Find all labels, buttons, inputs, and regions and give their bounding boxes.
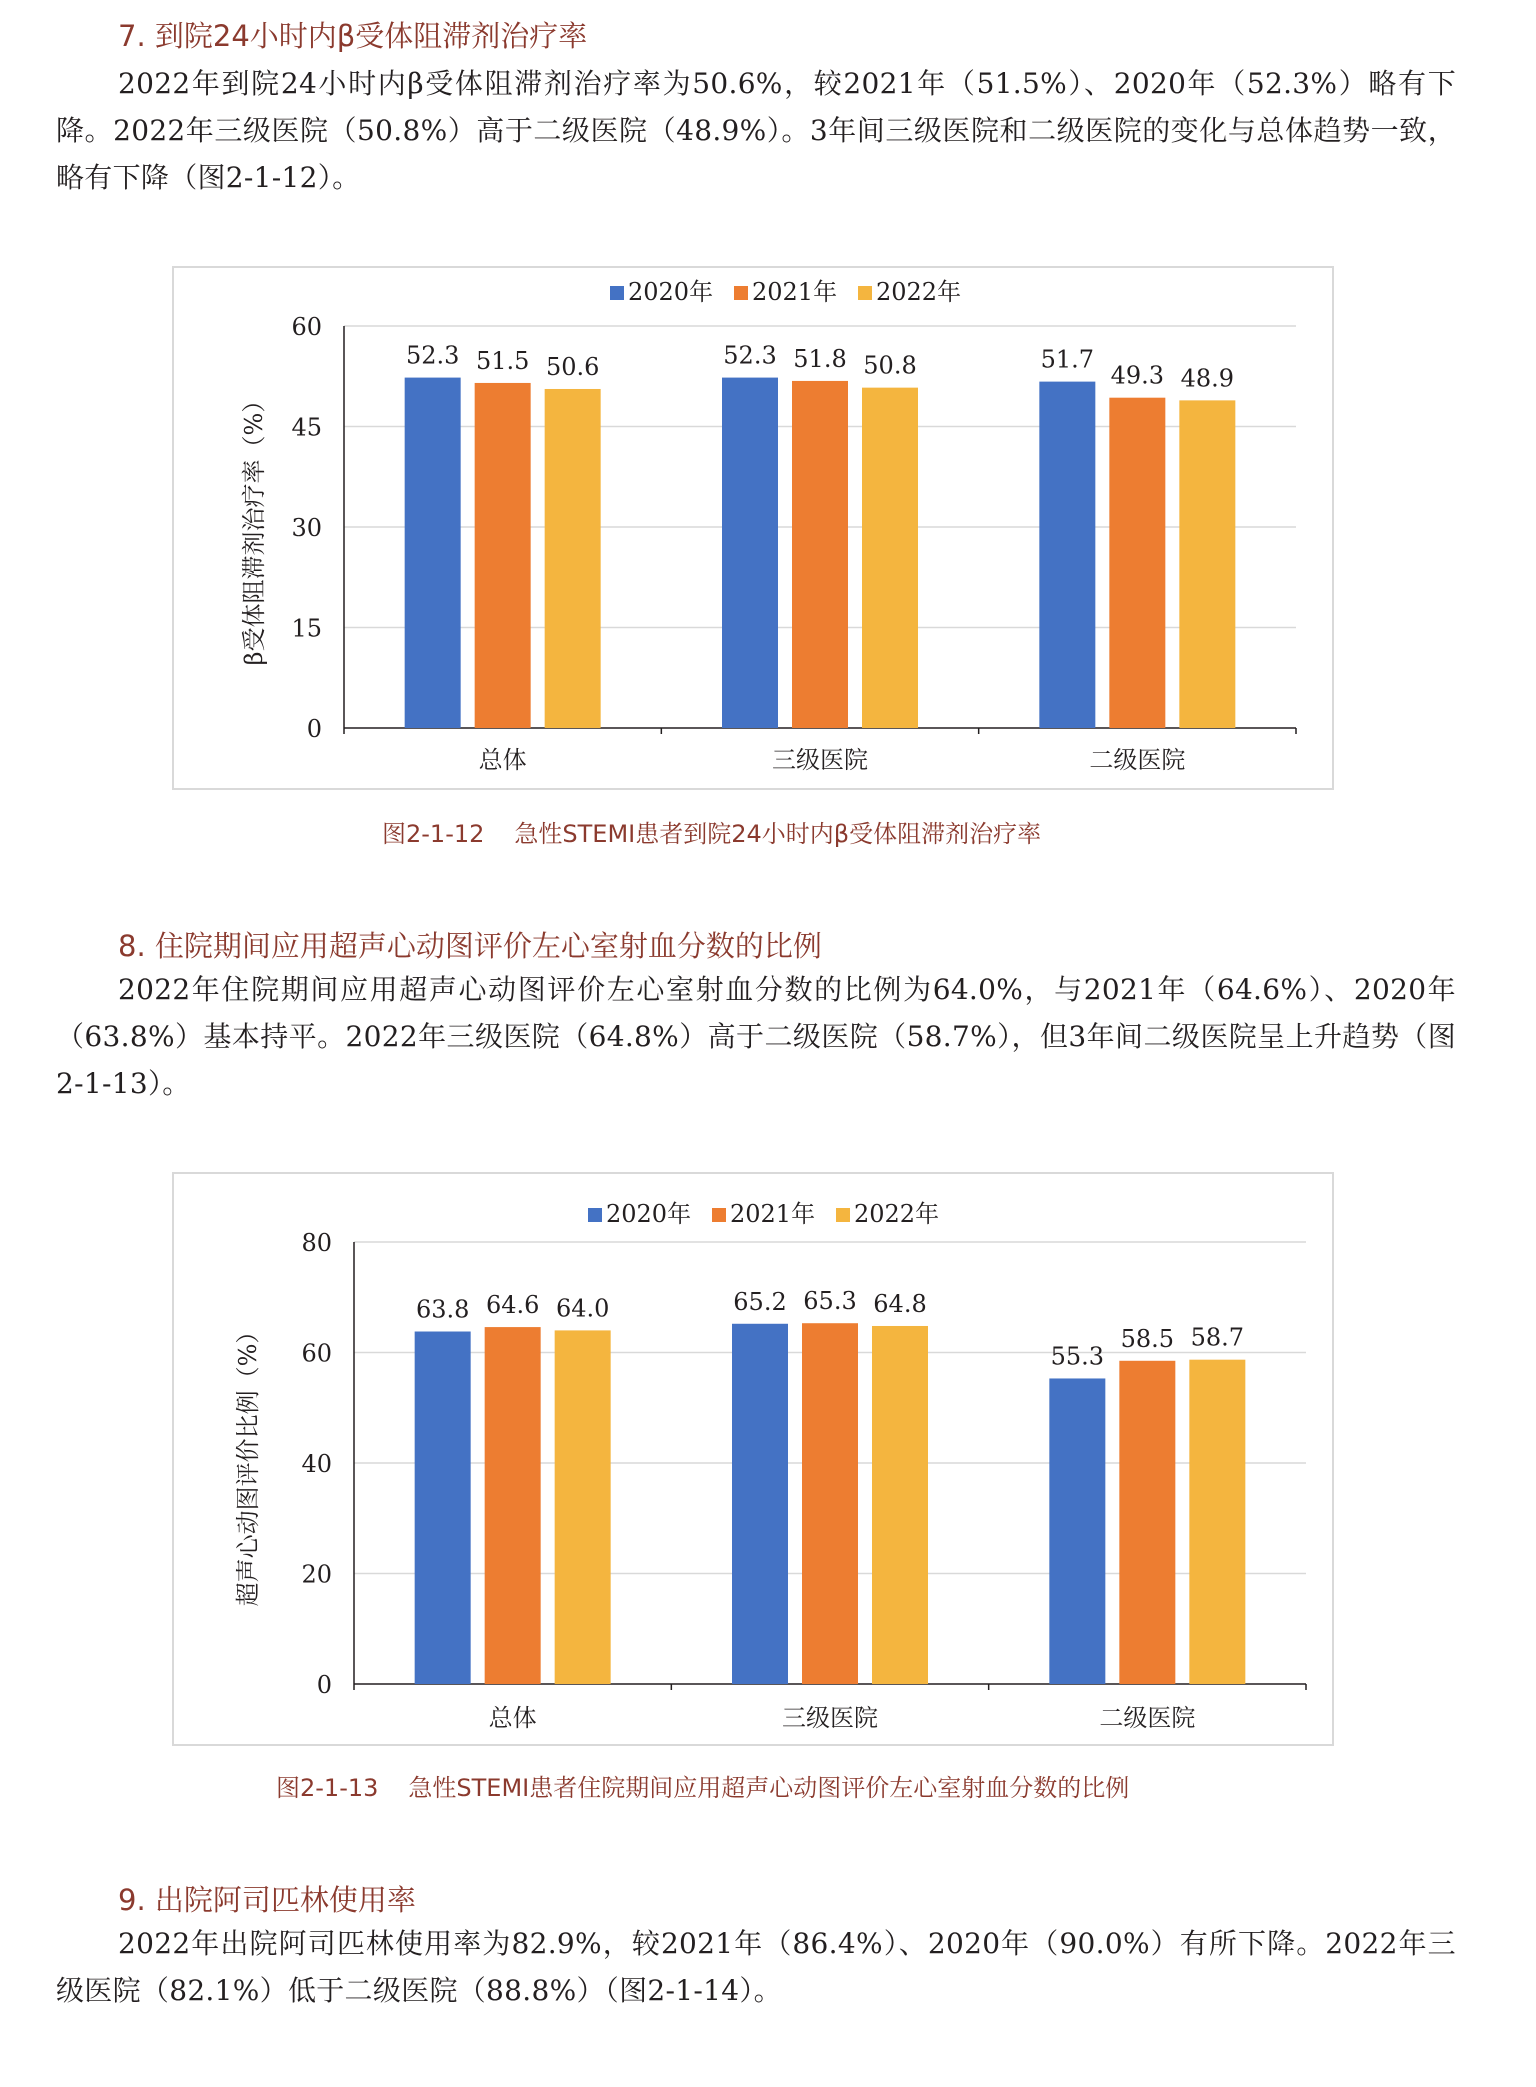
data-label: 51.7 — [1040, 345, 1095, 374]
data-label: 64.8 — [873, 1289, 927, 1318]
data-label: 64.0 — [555, 1294, 610, 1323]
section-8-heading: 8. 住院期间应用超声心动图评价左心室射血分数的比例 — [118, 929, 822, 963]
bar — [802, 1323, 858, 1684]
bar — [1039, 382, 1095, 728]
legend-label: 2020年 — [628, 278, 714, 306]
bar — [555, 1330, 611, 1684]
chart-2-1-12-svg — [174, 268, 1336, 792]
data-label: 52.3 — [723, 341, 777, 370]
section-7-heading: 7. 到院24小时内β受体阻滞剂治疗率 — [118, 19, 588, 53]
y-tick-label: 0 — [306, 715, 322, 743]
caption-figure-number: 图2-1-12 — [382, 820, 485, 848]
y-tick-label: 45 — [291, 413, 322, 442]
y-tick-label: 60 — [291, 313, 322, 341]
bar — [485, 1327, 541, 1684]
data-label: 52.3 — [405, 341, 460, 370]
data-label: 48.9 — [1180, 364, 1235, 393]
bar — [1179, 400, 1235, 728]
legend-swatch — [836, 1208, 850, 1222]
legend-swatch — [588, 1208, 602, 1222]
data-label: 63.8 — [415, 1295, 470, 1324]
data-label: 64.6 — [485, 1291, 540, 1320]
caption-title: 急性STEMI患者住院期间应用超声心动图评价左心室射血分数的比例 — [408, 1774, 1130, 1802]
bar — [792, 381, 848, 728]
data-label: 51.8 — [793, 344, 847, 373]
caption-title: 急性STEMI患者到院24小时内β受体阻滞剂治疗率 — [514, 820, 1042, 848]
chart-2-1-13-svg — [174, 1174, 1336, 1748]
legend-label: 2022年 — [854, 1200, 940, 1228]
legend-swatch — [858, 286, 872, 300]
bar — [732, 1324, 788, 1684]
data-label: 50.8 — [863, 351, 917, 380]
chart-2-1-12 — [172, 266, 1334, 790]
legend-swatch — [734, 286, 748, 300]
data-label: 58.5 — [1120, 1324, 1175, 1353]
data-label: 65.2 — [733, 1287, 787, 1316]
category-label: 二级医院 — [1089, 746, 1186, 774]
category-label: 三级医院 — [782, 1704, 878, 1732]
bar — [862, 388, 918, 728]
category-label: 二级医院 — [1099, 1704, 1196, 1732]
bar — [545, 389, 601, 728]
bar — [475, 383, 531, 728]
data-label: 55.3 — [1050, 1342, 1105, 1371]
y-tick-label: 15 — [291, 614, 322, 643]
figure-2-1-12-caption — [382, 814, 1041, 849]
y-tick-label: 40 — [301, 1450, 332, 1478]
bar — [1049, 1378, 1105, 1684]
data-label: 50.6 — [545, 352, 600, 381]
legend-label: 2020年 — [606, 1200, 692, 1228]
caption-figure-number: 图2-1-13 — [276, 1774, 379, 1802]
category-label: 三级医院 — [772, 746, 868, 774]
legend-swatch — [610, 286, 624, 300]
legend-label: 2021年 — [730, 1200, 816, 1228]
figure-2-1-13-caption — [276, 1768, 1129, 1803]
category-label: 总体 — [478, 746, 527, 774]
bar — [1119, 1361, 1175, 1684]
legend-swatch — [712, 1208, 726, 1222]
y-tick-label: 20 — [301, 1560, 332, 1589]
legend-label: 2022年 — [876, 278, 962, 306]
bar — [1109, 398, 1165, 728]
y-axis-title: β受体阻滞剂治疗率（%） — [240, 388, 268, 666]
section-9-paragraph: 2022年出院阿司匹林使用率为82.9%，较2021年（86.4%）、2020年（90.0%）有所下降。2022年三级医院（82.1%）低于二级医院（88.8%）（图2-1-14）。 — [56, 1927, 1456, 2007]
y-tick-label: 80 — [301, 1229, 332, 1257]
bar — [872, 1326, 928, 1684]
bar — [722, 378, 778, 728]
bar — [1189, 1360, 1245, 1684]
category-label: 总体 — [488, 1704, 537, 1732]
y-tick-label: 0 — [316, 1671, 332, 1699]
section-7-paragraph: 2022年到院24小时内β受体阻滞剂治疗率为50.6%，较2021年（51.5%）、2020年（52.3%）略有下降。2022年三级医院（50.8%）高于二级医院（48.9%）。3年间三级医院和二级医院的变化与总体趋势一致，略有下降（图2-1-12）。 — [56, 67, 1456, 194]
bar — [415, 1332, 471, 1684]
bar — [405, 378, 461, 728]
data-label: 49.3 — [1110, 361, 1165, 390]
data-label: 58.7 — [1190, 1323, 1245, 1352]
y-tick-label: 30 — [291, 514, 322, 542]
section-9-heading: 9. 出院阿司匹林使用率 — [118, 1883, 416, 1917]
y-axis-title: 超声心动图评价比例（%） — [234, 1319, 262, 1607]
section-8-paragraph: 2022年住院期间应用超声心动图评价左心室射血分数的比例为64.0%，与2021年（64.6%）、2020年（63.8%）基本持平。2022年三级医院（64.8%）高于二级医院（58.7%），但3年间二级医院呈上升趋势（图2-1-13）。 — [56, 973, 1456, 1100]
data-label: 65.3 — [803, 1287, 857, 1316]
chart-2-1-13 — [172, 1172, 1334, 1746]
data-label: 51.5 — [475, 346, 530, 375]
legend-label: 2021年 — [752, 278, 838, 306]
y-tick-label: 60 — [301, 1339, 332, 1368]
